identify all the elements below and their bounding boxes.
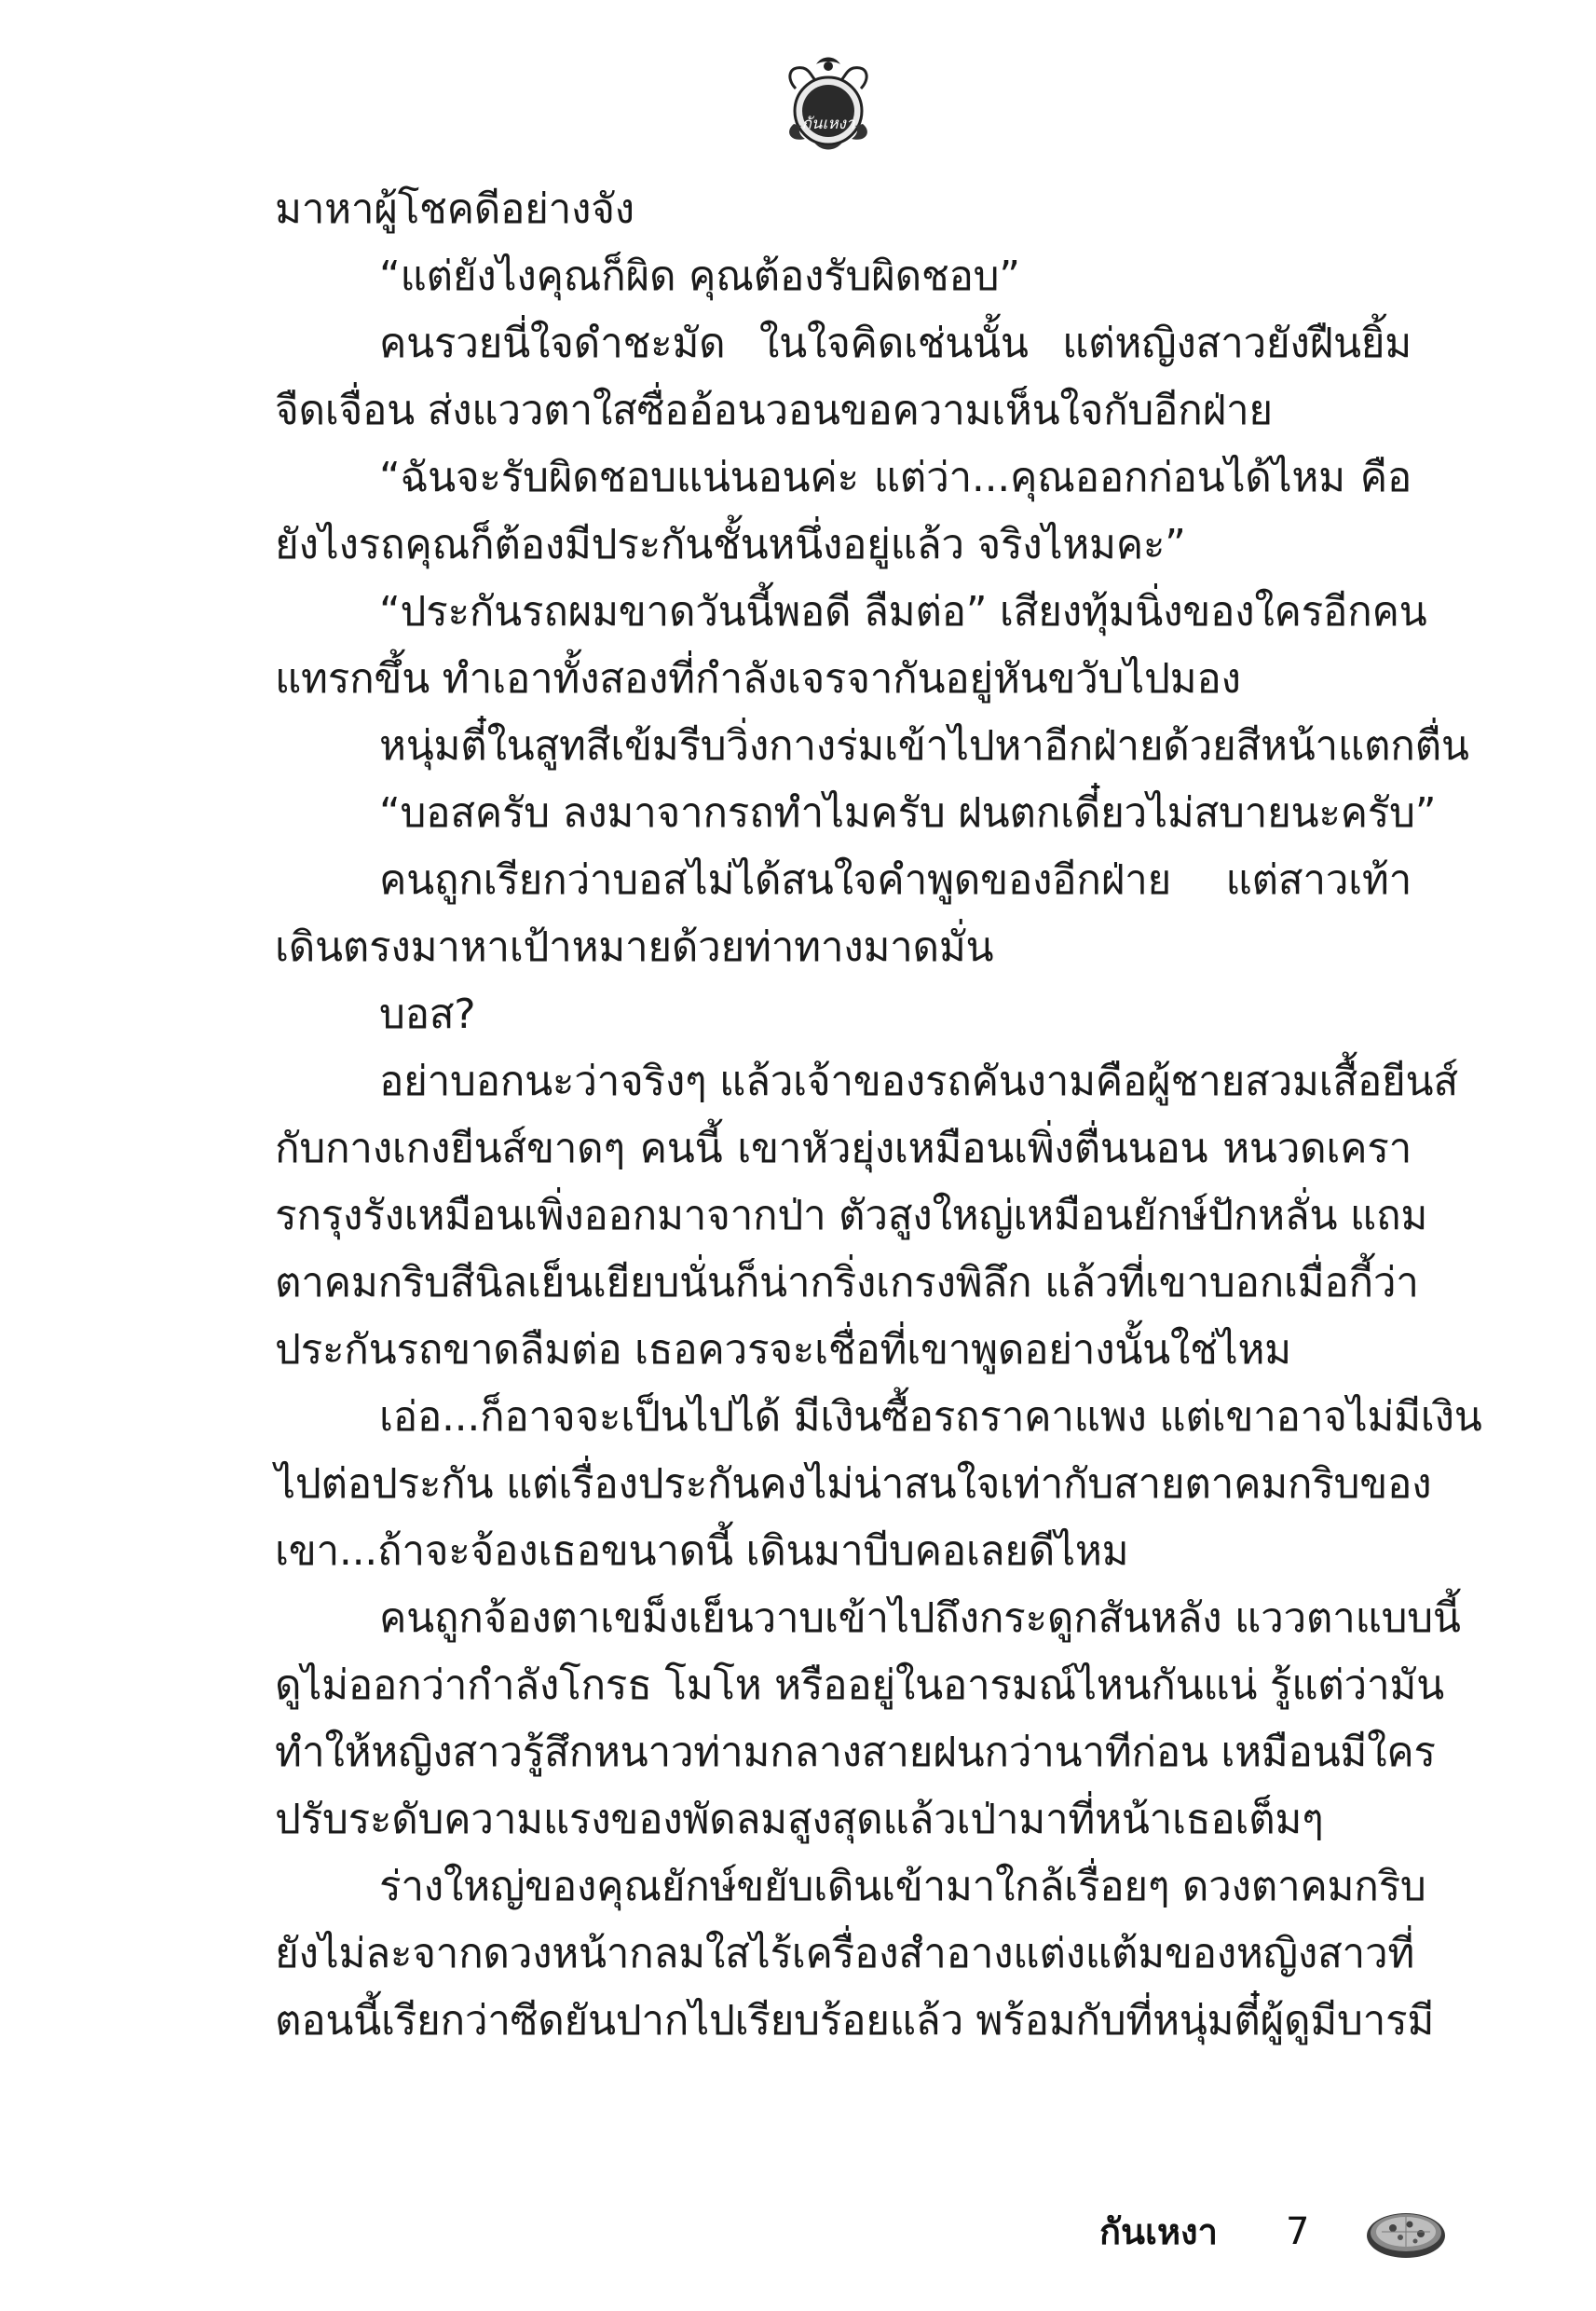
text-line: ตาคมกริบสีนิลเย็นเยียบนั่นก็น่ากริ่งเกรงพิลึก แล้วที่เขาบอกเมื่อกี้ว่า bbox=[275, 1259, 1419, 1306]
text-line: อย่าบอกนะว่าจริงๆ แล้วเจ้าของรถคันงามคือผู้ชายสวมเสื้อยีนส์ bbox=[379, 1058, 1458, 1105]
text-line: เดินตรงมาหาเป้าหมายด้วยท่าทางมาดมั่น bbox=[275, 923, 994, 971]
text-line: ปรับระดับความแรงของพัดลมสูงสุดแล้วเป่ามาที่หน้าเธอเต็มๆ bbox=[275, 1796, 1324, 1843]
text-line: “แต่ยังไงคุณก็ผิด คุณต้องรับผิดชอบ” bbox=[379, 253, 1020, 300]
text-line: “บอสครับ ลงมาจากรถทำไมครับ ฝนตกเดี๋ยวไม่สบายนะครับ” bbox=[379, 789, 1437, 837]
text-line: จืดเจื่อน ส่งแววตาใสซื่ออ้อนวอนขอความเห็นใจกับอีกฝ่าย bbox=[275, 387, 1273, 434]
text-line: ทำให้หญิงสาวรู้สึกหนาวท่ามกลางสายฝนกว่านาทีก่อน เหมือนมีใคร bbox=[275, 1729, 1436, 1776]
page-number: 7 bbox=[1286, 2210, 1310, 2253]
text-line: เขา...ถ้าจะจ้องเธอขนาดนี้ เดินมาบีบคอเลยดีไหม bbox=[275, 1527, 1129, 1575]
text-line: ยังไม่ละจากดวงหน้ากลมใสไร้เครื่องสำอางแต่งแต้มของหญิงสาวที่ bbox=[275, 1930, 1415, 1977]
text-line: มาหาผู้โชคดีอย่างจัง bbox=[275, 185, 634, 233]
text-line: กับกางเกงยีนส์ขาดๆ คนนี้ เขาหัวยุ่งเหมือนเพิ่งตื่นนอน หนวดเครา bbox=[275, 1125, 1412, 1172]
text-line: “ฉันจะรับผิดชอบแน่นอนค่ะ แต่ว่า...คุณออกก่อนได้ไหม คือ bbox=[379, 454, 1412, 501]
header-logo bbox=[777, 51, 880, 154]
decorative-crest-icon bbox=[777, 51, 880, 154]
logo-text: กันเหงา bbox=[801, 115, 855, 133]
text-line: รกรุงรังเหมือนเพิ่งออกมาจากป่า ตัวสูงใหญ่เหมือนยักษ์ปักหลั่น แถม bbox=[275, 1192, 1428, 1239]
page-body bbox=[275, 177, 1482, 2111]
text-line: “ประกันรถผมขาดวันนี้พอดี ลืมต่อ” เสียงทุ้มนิ่งของใครอีกคน bbox=[379, 588, 1427, 636]
text-line: แทรกขึ้น ทำเอาทั้งสองที่กำลังเจรจากันอยู่หันขวับไปมอง bbox=[275, 655, 1241, 703]
pizza-icon bbox=[1363, 2204, 1449, 2262]
text-line: ตอนนี้เรียกว่าซีดยันปากไปเรียบร้อยแล้ว พร้อมกับที่หนุ่มตี๋ผู้ดูมีบารมี bbox=[275, 1997, 1435, 2044]
text-line: คนรวยนี่ใจดำชะมัด ในใจคิดเช่นนั้น แต่หญิงสาวยังฝืนยิ้ม bbox=[379, 320, 1412, 367]
text-line: บอส? bbox=[379, 991, 476, 1038]
text-line: ร่างใหญ่ของคุณยักษ์ขยับเดินเข้ามาใกล้เรื่อยๆ ดวงตาคมกริบ bbox=[379, 1863, 1426, 1910]
text-line: ยังไงรถคุณก็ต้องมีประกันชั้นหนึ่งอยู่แล้ว จริงไหมคะ” bbox=[275, 521, 1186, 568]
text-line: คนถูกเรียกว่าบอสไม่ได้สนใจคำพูดของอีกฝ่าย แต่สาวเท้า bbox=[379, 856, 1412, 904]
text-line: ไปต่อประกัน แต่เรื่องประกันคงไม่น่าสนใจเท่ากับสายตาคมกริบของ bbox=[275, 1460, 1432, 1508]
page-footer bbox=[1099, 2204, 1491, 2260]
text-line: หนุ่มตี๋ในสูทสีเข้มรีบวิ่งกางร่มเข้าไปหาอีกฝ่ายด้วยสีหน้าแตกตื่น bbox=[379, 722, 1469, 770]
text-line: ประกันรถขาดลืมต่อ เธอควรจะเชื่อที่เขาพูดอย่างนั้นใช่ไหม bbox=[275, 1326, 1291, 1374]
text-line: คนถูกจ้องตาเขม็งเย็นวาบเข้าไปถึงกระดูกสันหลัง แววตาแบบนี้ bbox=[379, 1594, 1461, 1642]
text-line: ดูไม่ออกว่ากำลังโกรธ โมโห หรืออยู่ในอารมณ์ไหนกันแน่ รู้แต่ว่ามัน bbox=[275, 1661, 1444, 1709]
text-line: เอ่อ...ก็อาจจะเป็นไปได้ มีเงินซื้อรถราคาแพง แต่เขาอาจไม่มีเงิน bbox=[379, 1393, 1482, 1441]
book-title: กันเหงา bbox=[1099, 2211, 1218, 2252]
